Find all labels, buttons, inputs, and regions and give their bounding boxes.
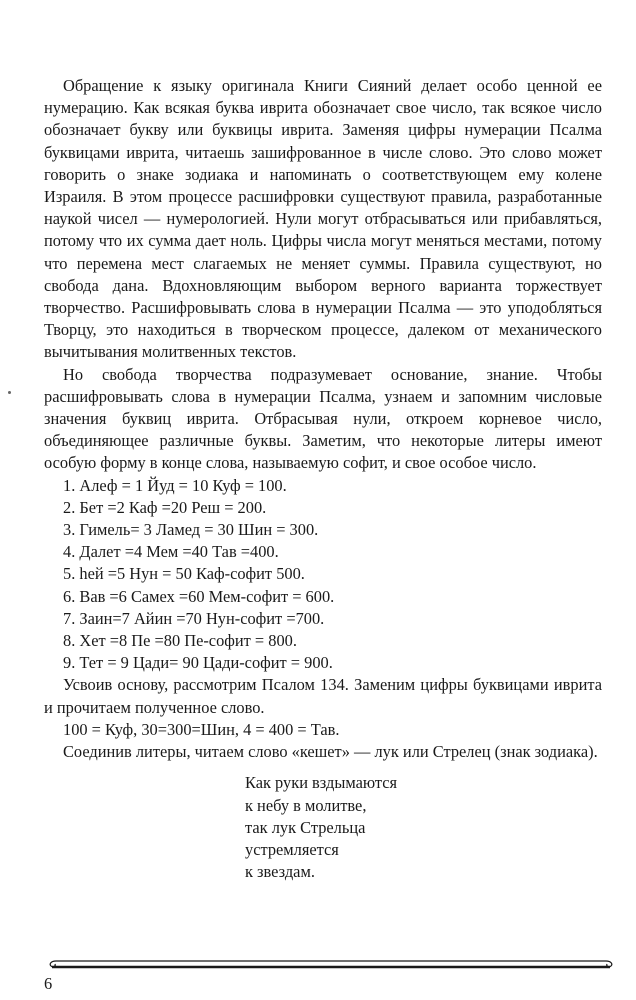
paragraph-freedom: Но свобода творчества подразумевает основание, знание. Чтобы расшифровывать слова в нумерации Псалма, узнаем и запомним числовые значения буквиц иврита. Отбрасывая нули, откроем корневое число, объединяющее различные буквы. Заметим, что некоторые литеры имеют особую форму в конце слова, называемую софит, и свое особое число.	[44, 364, 602, 473]
list-item: 2. Бет =2 Каф =20 Реш = 200.	[63, 497, 267, 517]
letter-values-list	[44, 475, 602, 675]
poem	[44, 772, 602, 883]
paragraph-numeration: Обращение к языку оригинала Книги Сияний делает особо ценной ее нумерацию. Как всякая буква иврита обозначает свое число, так всякое число обозначает букву или буквицы иврита. Заменяя цифры нумерации Псалма буквицами иврита, читаешь зашифрованное в числе слово. Это слово может говорить о знаке зодиака и напоминать о соответствующем ему колене Израиля. В этом процессе расшифровки существуют правила, разработанные наукой чисел — нумерологией. Нули могут отбрасываться или прибавляться, потому что их сумма дает ноль. Цифры числа могут меняться местами, потому что перемена мест слагаемых не меняет суммы. Правила существуют, но свобода дана. Вдохновляющим выбором верного варианта торжествует творчество. Расшифровывать слова в нумерации Псалма — это уподобляться Творцу, это находиться в творческом процессе, далеком от механического вычитывания молитвенных текстов.	[44, 76, 602, 362]
list-item: 4. Далет =4 Мем =40 Тав =400.	[63, 542, 279, 562]
list-item: 5. hей =5 Нун = 50 Каф-софит 500.	[63, 564, 305, 584]
list-item: 1. Алеф = 1 Йуд = 10 Куф = 100.	[63, 475, 287, 495]
poem-line: устремляется	[245, 839, 339, 859]
footer-rule	[48, 958, 614, 972]
list-item: 3. Гимель= 3 Ламед = 30 Шин = 300.	[63, 520, 319, 540]
page-number: 6	[44, 974, 53, 993]
list-item: 9. Тет = 9 Цади= 90 Цади-софит = 900.	[63, 653, 333, 673]
list-item: 8. Хет =8 Пе =80 Пе-софит = 800.	[63, 631, 297, 651]
poem-line: так лук Стрельца	[245, 817, 366, 837]
body-text	[44, 75, 602, 883]
paragraph-keshet: Соединив литеры, читаем слово «кешет» — лук или Стрелец (знак зодиака).	[63, 742, 598, 762]
list-item: 6. Вав =6 Самех =60 Мем-софит = 600.	[63, 586, 335, 606]
poem-line: Как руки вздымаются	[245, 773, 398, 793]
list-item: 7. Заин=7 Айин =70 Нун-софит =700.	[63, 608, 325, 628]
poem-line: к звездам.	[245, 862, 315, 882]
poem-line: к небу в молитве,	[245, 795, 367, 815]
paragraph-decoding: 100 = Куф, 30=300=Шин, 4 = 400 = Тав.	[63, 719, 340, 739]
paragraph-psalm-134: Усвоив основу, рассмотрим Псалом 134. Заменим цифры буквицами иврита и прочитаем полученное слово.	[44, 675, 602, 717]
margin-speck	[8, 391, 11, 394]
